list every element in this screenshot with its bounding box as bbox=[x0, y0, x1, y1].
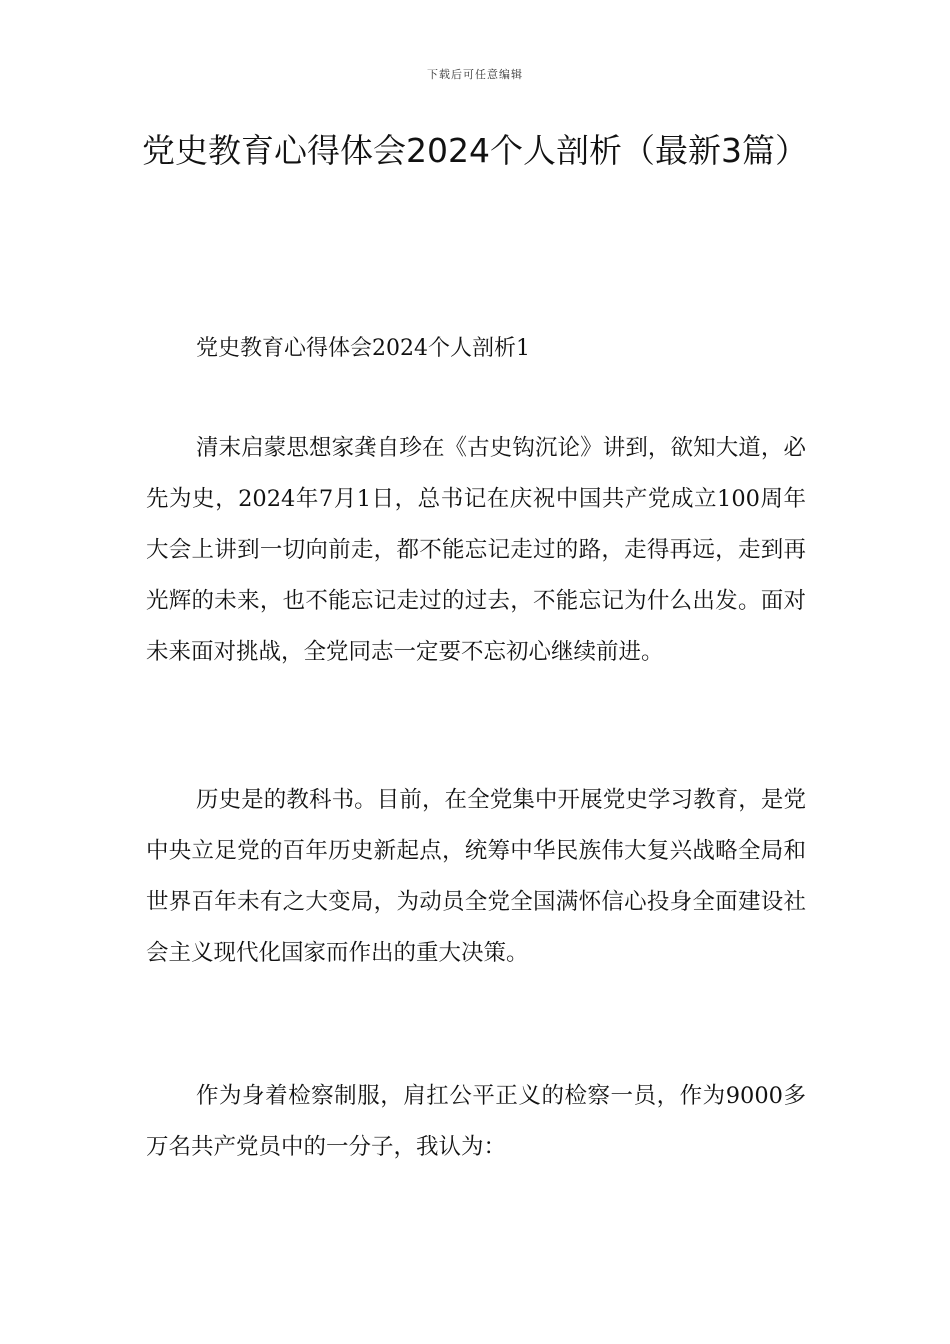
body-paragraph-1: 清末启蒙思想家龚自珍在《古史钩沉论》讲到，欲知大道，必先为史，2024年7月1日，总书记在庆祝中国共产党成立100周年大会上讲到一切向前走，都不能忘记走过的路，走得再远，走到再光辉的未来，也不能忘记走过的过去，不能忘记为什么出发。面对未来面对挑战，全党同志一定要不忘初心继续前进。 bbox=[146, 435, 806, 665]
section-subtitle: 党史教育心得体会2024个人剖析1 bbox=[196, 336, 530, 361]
document-title: 党史教育心得体会2024个人剖析（最新3篇） bbox=[142, 131, 808, 170]
body-paragraph-3: 作为身着检察制服，肩扛公平正义的检察一员，作为9000多万名共产党员中的一分子，我认为： bbox=[146, 1083, 806, 1160]
header-note: 下载后可任意编辑 bbox=[427, 68, 523, 81]
body-paragraph-2: 历史是的教科书。目前，在全党集中开展党史学习教育，是党中央立足党的百年历史新起点，统筹中华民族伟大复兴战略全局和世界百年未有之大变局，为动员全党全国满怀信心投身全面建设社会主义现代化国家而作出的重大决策。 bbox=[146, 787, 806, 966]
